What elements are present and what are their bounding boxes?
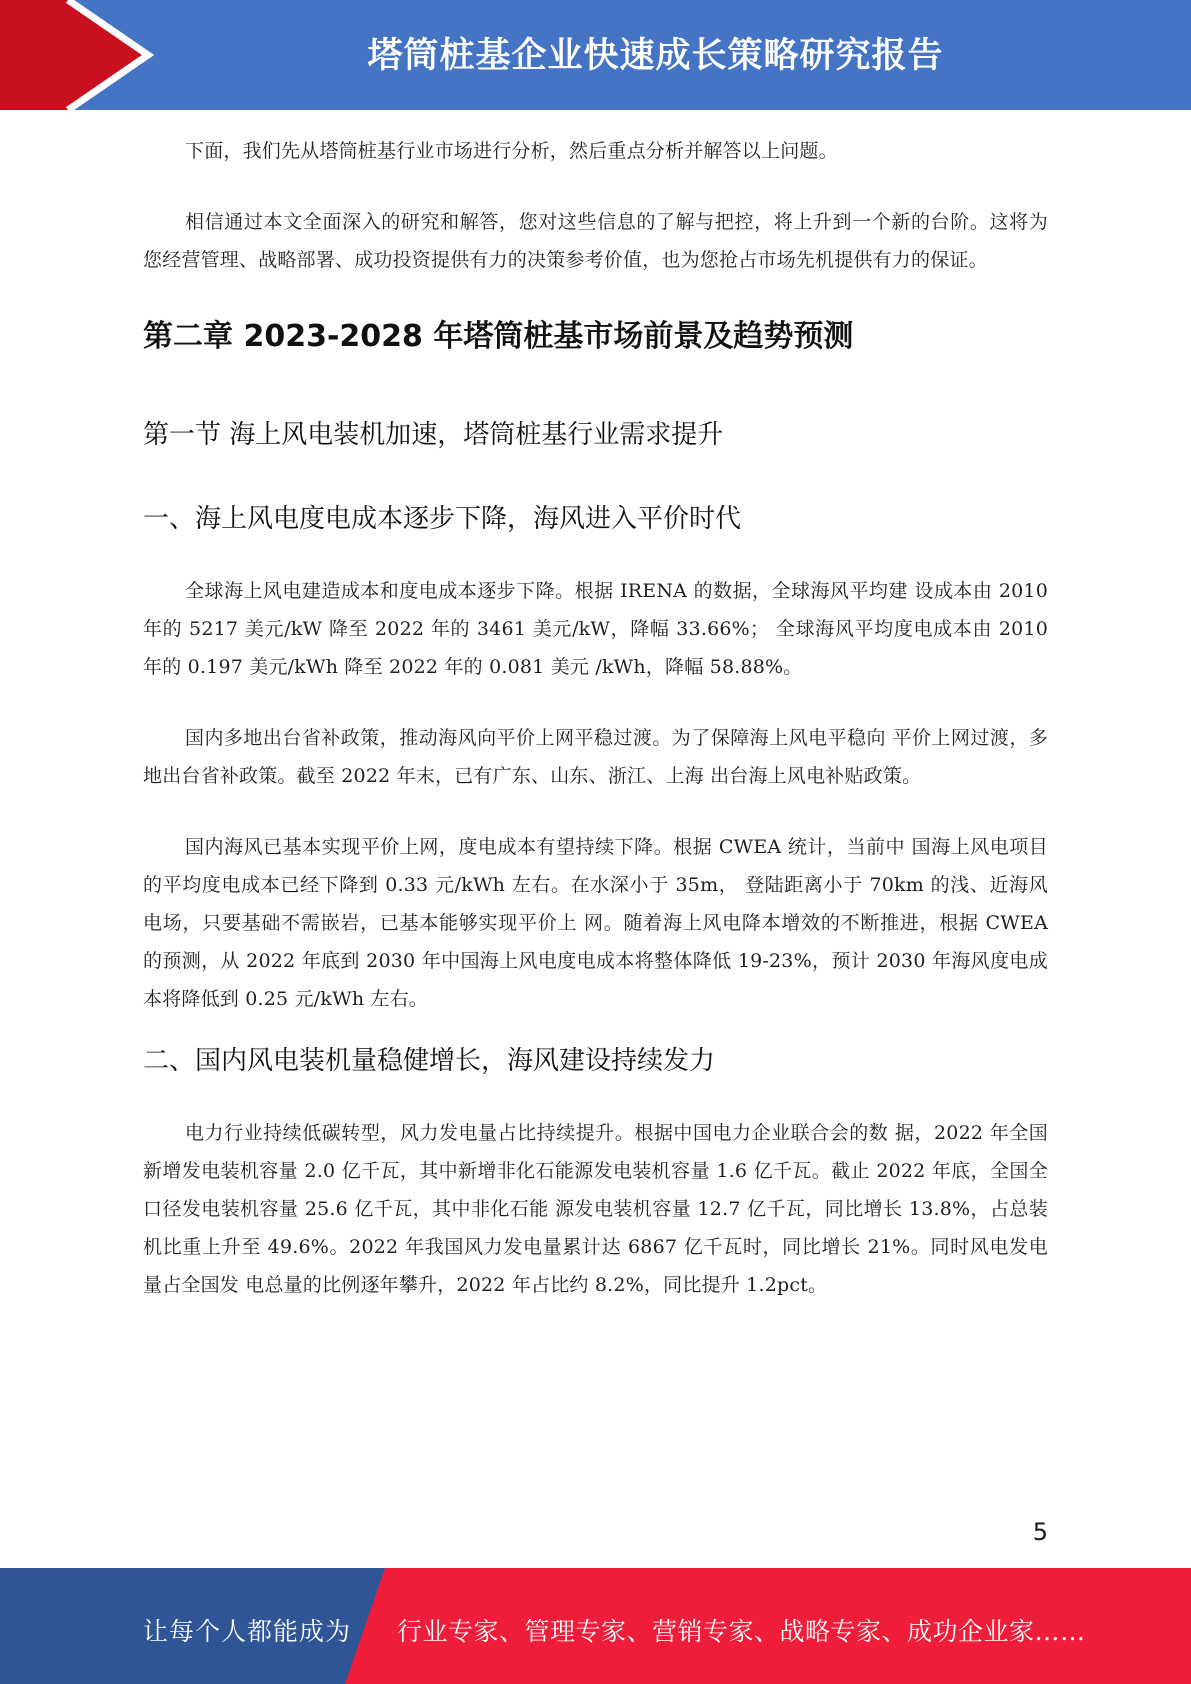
subsection-1-title: 一、海上风电度电成本逐步下降，海风进入平价时代 xyxy=(143,504,742,534)
document-body xyxy=(143,132,1048,1337)
header-chevron-decoration xyxy=(0,0,160,110)
subsection-2-paragraph-1: 电力行业持续低碳转型，风力发电量占比持续提升。根据中国电力企业联合会的数 据，2022 年全国新增发电装机容量 2.0 亿千瓦，其中新增非化石能源发电装机容量 1.6 亿千瓦。截止 2022 年底，全国全口径发电装机容量 25.6 亿千瓦，其中非化石能 源发电装机容量 12.7 亿千瓦，同比增长 13.8%，占总装机比重上升至 49.6%。2022 年我国风力发电量累计达 6867 亿千瓦时，同比增长 21%。同时风电发电量占全国发 电总量的比例逐年攀升，2022 年占比约 8.2%，同比提升 1.2pct。 xyxy=(143,1122,1048,1296)
report-title: 塔筒桩基企业快速成长策略研究报告 xyxy=(367,36,944,76)
footer-slogan-right: 行业专家、管理专家、营销专家、战略专家、成功企业家…… xyxy=(397,1617,1086,1646)
footer-slogan-left: 让每个人都能成为 xyxy=(143,1617,352,1646)
intro-paragraph-2: 相信通过本文全面深入的研究和解答，您对这些信息的了解与把控，将上升到一个新的台阶。这将为您经营管理、战略部署、成功投资提供有力的决策参考价值，也为您抢占市场先机提供有力的保证。 xyxy=(143,211,1048,271)
subsection-2-title: 二、国内风电装机量稳健增长，海风建设持续发力 xyxy=(143,1046,716,1076)
subsection-1-paragraph-1: 全球海上风电建造成本和度电成本逐步下降。根据 IRENA 的数据，全球海风平均建 设成本由 2010 年的 5217 美元/kW 降至 2022 年的 3461 美元/kW，降幅 33.66%； 全球海风平均度电成本由 2010 年的 0.197 美元/kWh 降至 2022 年的 0.081 美元 /kWh，降幅 58.88%。 xyxy=(143,580,1048,678)
page-number: 5 xyxy=(1032,1518,1048,1546)
page-header xyxy=(0,0,1191,110)
intro-paragraph-1: 下面，我们先从塔筒桩基行业市场进行分析，然后重点分析并解答以上问题。 xyxy=(185,140,838,162)
subsection-1-paragraph-2: 国内多地出台省补政策，推动海风向平价上网平稳过渡。为了保障海上风电平稳向 平价上网过渡，多地出台省补政策。截至 2022 年末，已有广东、山东、浙江、上海 出台海上风电补贴政策。 xyxy=(143,727,1048,787)
subsection-1-paragraph-3: 国内海风已基本实现平价上网，度电成本有望持续下降。根据 CWEA 统计，当前中 国海上风电项目的平均度电成本已经下降到 0.33 元/kWh 左右。在水深小于 35m， 登陆距离小于 70km 的浅、近海风电场，只要基础不需嵌岩，已基本能够实现平价上 网。随着海上风电降本增效的不断推进，根据 CWEA 的预测，从 2022 年底到 2030 年中国海上风电度电成本将整体降低 19-23%，预计 2030 年海风度电成本将降低到 0.25 元/kWh 左右。 xyxy=(143,836,1048,1010)
section-title: 第一节 海上风电装机加速，塔筒桩基行业需求提升 xyxy=(143,420,724,450)
chapter-title: 第二章 2023-2028 年塔筒桩基市场前景及趋势预测 xyxy=(143,319,854,354)
page-footer xyxy=(0,1568,1191,1684)
